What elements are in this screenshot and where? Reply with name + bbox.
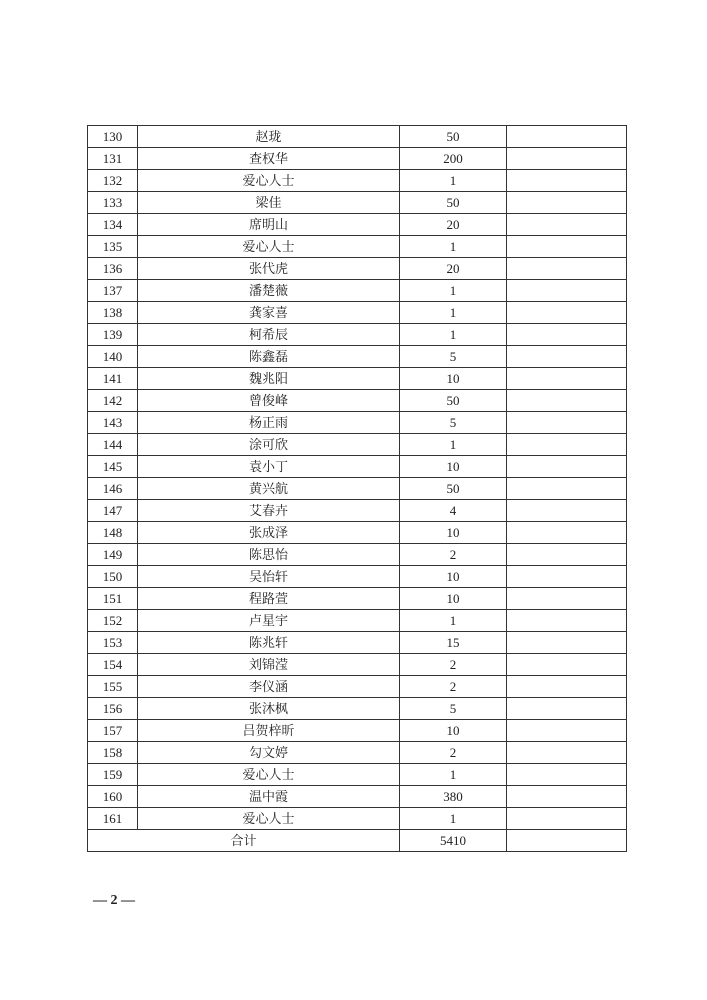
donor-name-cell: 龚家喜 — [138, 302, 400, 324]
amount-cell: 2 — [400, 676, 507, 698]
row-number-cell: 135 — [88, 236, 138, 258]
note-cell — [507, 698, 627, 720]
donor-name-cell: 吴怡轩 — [138, 566, 400, 588]
page-number: — 2 — — [93, 893, 135, 908]
table-row — [88, 390, 627, 412]
row-number-cell: 146 — [88, 478, 138, 500]
table-row — [88, 324, 627, 346]
table-row — [88, 742, 627, 764]
note-cell — [507, 786, 627, 808]
row-number-cell: 156 — [88, 698, 138, 720]
donor-name-cell: 李仪涵 — [138, 676, 400, 698]
amount-cell: 10 — [400, 456, 507, 478]
table-row — [88, 676, 627, 698]
table-row — [88, 302, 627, 324]
table-row — [88, 786, 627, 808]
row-number-cell: 151 — [88, 588, 138, 610]
table-row — [88, 764, 627, 786]
donor-name-cell: 梁佳 — [138, 192, 400, 214]
total-label: 合计 — [88, 830, 400, 852]
table-row — [88, 698, 627, 720]
note-cell — [507, 258, 627, 280]
note-cell — [507, 236, 627, 258]
amount-cell: 20 — [400, 258, 507, 280]
row-number-cell: 161 — [88, 808, 138, 830]
row-number-cell: 152 — [88, 610, 138, 632]
note-cell — [507, 654, 627, 676]
donor-name-cell: 陈兆轩 — [138, 632, 400, 654]
amount-cell: 1 — [400, 280, 507, 302]
amount-cell: 2 — [400, 654, 507, 676]
note-cell — [507, 742, 627, 764]
donor-name-cell: 爱心人士 — [138, 236, 400, 258]
note-cell — [507, 478, 627, 500]
table-row — [88, 434, 627, 456]
note-cell — [507, 368, 627, 390]
table-row — [88, 170, 627, 192]
row-number-cell: 155 — [88, 676, 138, 698]
amount-cell: 10 — [400, 522, 507, 544]
note-cell — [507, 170, 627, 192]
table-row — [88, 500, 627, 522]
amount-cell: 1 — [400, 302, 507, 324]
note-cell — [507, 500, 627, 522]
table-row — [88, 368, 627, 390]
amount-cell: 50 — [400, 478, 507, 500]
note-cell — [507, 588, 627, 610]
amount-cell: 5 — [400, 698, 507, 720]
table-row — [88, 522, 627, 544]
note-cell — [507, 676, 627, 698]
note-cell — [507, 148, 627, 170]
row-number-cell: 133 — [88, 192, 138, 214]
row-number-cell: 149 — [88, 544, 138, 566]
note-cell — [507, 610, 627, 632]
row-number-cell: 153 — [88, 632, 138, 654]
note-cell — [507, 390, 627, 412]
table-row — [88, 456, 627, 478]
donor-name-cell: 杨正雨 — [138, 412, 400, 434]
note-cell — [507, 632, 627, 654]
amount-cell: 10 — [400, 588, 507, 610]
table-row — [88, 808, 627, 830]
total-amount: 5410 — [400, 830, 507, 852]
amount-cell: 10 — [400, 566, 507, 588]
note-cell — [507, 566, 627, 588]
note-cell — [507, 456, 627, 478]
donor-name-cell: 涂可欣 — [138, 434, 400, 456]
amount-cell: 200 — [400, 148, 507, 170]
table-row — [88, 588, 627, 610]
amount-cell: 1 — [400, 808, 507, 830]
amount-cell: 2 — [400, 544, 507, 566]
row-number-cell: 140 — [88, 346, 138, 368]
table-row — [88, 214, 627, 236]
donor-name-cell: 曾俊峰 — [138, 390, 400, 412]
table-row — [88, 566, 627, 588]
amount-cell: 10 — [400, 720, 507, 742]
row-number-cell: 136 — [88, 258, 138, 280]
amount-cell: 50 — [400, 126, 507, 148]
amount-cell: 1 — [400, 170, 507, 192]
row-number-cell: 131 — [88, 148, 138, 170]
amount-cell: 1 — [400, 236, 507, 258]
table-body — [88, 126, 627, 852]
donor-name-cell: 潘楚薇 — [138, 280, 400, 302]
row-number-cell: 141 — [88, 368, 138, 390]
donor-name-cell: 刘锦滢 — [138, 654, 400, 676]
note-cell — [507, 346, 627, 368]
amount-cell: 4 — [400, 500, 507, 522]
amount-cell: 10 — [400, 368, 507, 390]
amount-cell: 380 — [400, 786, 507, 808]
note-cell — [507, 412, 627, 434]
row-number-cell: 142 — [88, 390, 138, 412]
donor-name-cell: 查权华 — [138, 148, 400, 170]
donor-name-cell: 席明山 — [138, 214, 400, 236]
note-cell — [507, 280, 627, 302]
amount-cell: 1 — [400, 610, 507, 632]
donor-name-cell: 卢星宇 — [138, 610, 400, 632]
table-row — [88, 126, 627, 148]
donor-name-cell: 程路萱 — [138, 588, 400, 610]
total-row — [88, 830, 627, 852]
amount-cell: 20 — [400, 214, 507, 236]
amount-cell: 1 — [400, 434, 507, 456]
donor-name-cell: 黄兴航 — [138, 478, 400, 500]
donor-name-cell: 陈思怡 — [138, 544, 400, 566]
note-cell — [507, 126, 627, 148]
row-number-cell: 147 — [88, 500, 138, 522]
table-row — [88, 478, 627, 500]
row-number-cell: 134 — [88, 214, 138, 236]
row-number-cell: 148 — [88, 522, 138, 544]
donor-name-cell: 张成泽 — [138, 522, 400, 544]
table-row — [88, 258, 627, 280]
note-cell — [507, 192, 627, 214]
note-cell — [507, 808, 627, 830]
note-cell — [507, 302, 627, 324]
donor-name-cell: 张代虎 — [138, 258, 400, 280]
table-row — [88, 610, 627, 632]
row-number-cell: 145 — [88, 456, 138, 478]
row-number-cell: 132 — [88, 170, 138, 192]
donor-name-cell: 爱心人士 — [138, 808, 400, 830]
donor-name-cell: 袁小丁 — [138, 456, 400, 478]
donor-name-cell: 陈鑫磊 — [138, 346, 400, 368]
row-number-cell: 160 — [88, 786, 138, 808]
donor-name-cell: 吕贺梓昕 — [138, 720, 400, 742]
row-number-cell: 158 — [88, 742, 138, 764]
note-cell — [507, 764, 627, 786]
row-number-cell: 130 — [88, 126, 138, 148]
table-row — [88, 632, 627, 654]
table-row — [88, 346, 627, 368]
donor-name-cell: 爱心人士 — [138, 170, 400, 192]
donor-name-cell: 赵珑 — [138, 126, 400, 148]
row-number-cell: 159 — [88, 764, 138, 786]
row-number-cell: 157 — [88, 720, 138, 742]
donor-name-cell: 张沐枫 — [138, 698, 400, 720]
table-row — [88, 720, 627, 742]
amount-cell: 50 — [400, 390, 507, 412]
row-number-cell: 139 — [88, 324, 138, 346]
donor-name-cell: 温中霞 — [138, 786, 400, 808]
table-row — [88, 192, 627, 214]
note-cell — [507, 720, 627, 742]
table-row — [88, 654, 627, 676]
note-cell — [507, 544, 627, 566]
donation-table — [87, 125, 627, 852]
donor-name-cell: 魏兆阳 — [138, 368, 400, 390]
row-number-cell: 154 — [88, 654, 138, 676]
table-row — [88, 148, 627, 170]
table-row — [88, 544, 627, 566]
amount-cell: 1 — [400, 764, 507, 786]
donor-name-cell: 爱心人士 — [138, 764, 400, 786]
amount-cell: 1 — [400, 324, 507, 346]
note-cell — [507, 434, 627, 456]
amount-cell: 15 — [400, 632, 507, 654]
amount-cell: 5 — [400, 346, 507, 368]
note-cell — [507, 324, 627, 346]
row-number-cell: 150 — [88, 566, 138, 588]
table-row — [88, 280, 627, 302]
row-number-cell: 143 — [88, 412, 138, 434]
donor-name-cell: 勾文婷 — [138, 742, 400, 764]
row-number-cell: 137 — [88, 280, 138, 302]
total-note-cell — [507, 830, 627, 852]
amount-cell: 2 — [400, 742, 507, 764]
table-row — [88, 412, 627, 434]
donor-name-cell: 柯希辰 — [138, 324, 400, 346]
amount-cell: 50 — [400, 192, 507, 214]
donor-name-cell: 艾春卉 — [138, 500, 400, 522]
amount-cell: 5 — [400, 412, 507, 434]
table-row — [88, 236, 627, 258]
row-number-cell: 144 — [88, 434, 138, 456]
row-number-cell: 138 — [88, 302, 138, 324]
note-cell — [507, 522, 627, 544]
note-cell — [507, 214, 627, 236]
